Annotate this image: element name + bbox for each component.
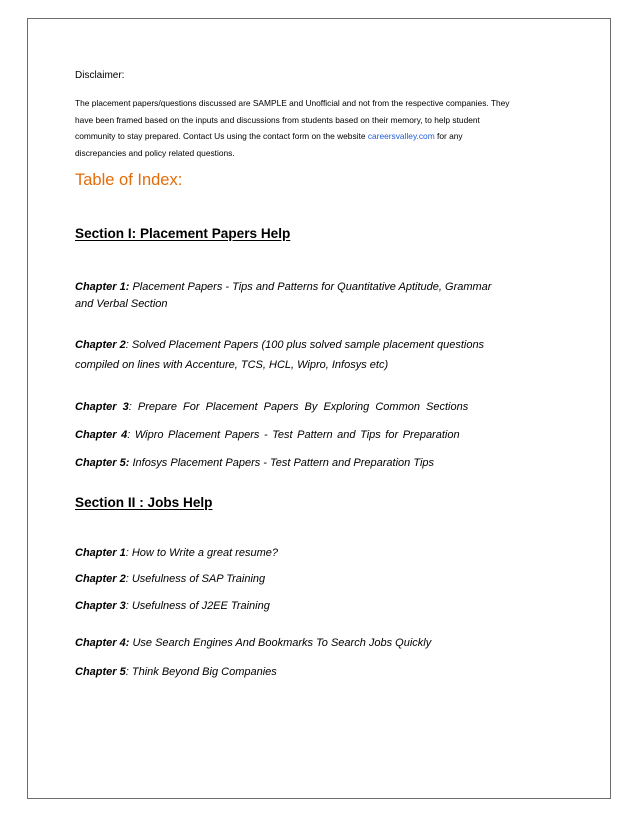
chapter-label: Chapter 1 xyxy=(75,547,126,559)
section-1-chapter-1 xyxy=(75,281,491,293)
section-2-chapter-4 xyxy=(75,637,431,649)
table-of-index-heading: Table of Index: xyxy=(75,171,183,189)
chapter-label: Chapter 4 xyxy=(75,429,128,441)
section-2-chapter-2 xyxy=(75,573,265,585)
section-1-heading: Section I: Placement Papers Help xyxy=(75,226,291,241)
section-1-chapter-2 xyxy=(75,339,484,351)
chapter-label: Chapter 5 xyxy=(75,666,126,678)
chapter-title: Infosys Placement Papers - Test Pattern and Preparation Tips xyxy=(129,457,435,469)
disclaimer-line-2: have been framed based on the inputs and discussions from students based on their memory, to help student xyxy=(75,115,480,125)
chapter-title: : Usefulness of J2EE Training xyxy=(125,600,270,612)
section-2-chapter-3 xyxy=(75,600,270,612)
disclaimer-title: Disclaimer: xyxy=(75,70,125,81)
chapter-title: : Usefulness of SAP Training xyxy=(125,573,266,585)
chapter-label: Chapter 4: xyxy=(75,637,130,649)
disclaimer-line-3 xyxy=(75,131,463,141)
section-1-chapter-2-continued: compiled on lines with Accenture, TCS, HCL, Wipro, Infosys etc) xyxy=(75,359,389,371)
chapter-title: : Prepare For Placement Papers By Exploring Common Sections xyxy=(128,401,469,413)
section-1-chapter-3 xyxy=(75,401,468,413)
chapter-title: : Wipro Placement Papers - Test Pattern and Tips for Preparation xyxy=(127,429,460,441)
section-2-chapter-5 xyxy=(75,666,277,678)
section-1-chapter-1-continued: and Verbal Section xyxy=(75,298,168,310)
section-1-chapter-5 xyxy=(75,457,434,469)
disclaimer-line-3-tail: for any xyxy=(434,131,463,141)
chapter-label: Chapter 2 xyxy=(75,573,126,585)
chapter-label: Chapter 5: xyxy=(75,457,130,469)
chapter-label: Chapter 2 xyxy=(75,339,126,351)
section-1-chapter-4 xyxy=(75,429,460,441)
chapter-title: Use Search Engines And Bookmarks To Search Jobs Quickly xyxy=(129,637,432,649)
chapter-label: Chapter 3 xyxy=(75,600,126,612)
disclaimer-line-3-text: community to stay prepared. Contact Us using the contact form on the website xyxy=(75,131,368,141)
chapter-label: Chapter 3 xyxy=(75,401,129,413)
disclaimer-line-4: discrepancies and policy related questions. xyxy=(75,148,235,158)
chapter-title: : Solved Placement Papers (100 plus solved sample placement questions xyxy=(125,339,485,351)
chapter-title: : How to Write a great resume? xyxy=(125,547,278,559)
careersvalley-link[interactable]: careersvalley.com xyxy=(367,131,435,141)
chapter-title: : Think Beyond Big Companies xyxy=(125,666,277,678)
section-2-chapter-1 xyxy=(75,547,278,559)
chapter-title: Placement Papers - Tips and Patterns for Quantitative Aptitude, Grammar xyxy=(129,281,492,293)
disclaimer-line-1: The placement papers/questions discussed are SAMPLE and Unofficial and not from the respective companies. They xyxy=(75,98,510,108)
section-2-heading: Section II : Jobs Help xyxy=(75,495,213,510)
chapter-label: Chapter 1: xyxy=(75,281,130,293)
